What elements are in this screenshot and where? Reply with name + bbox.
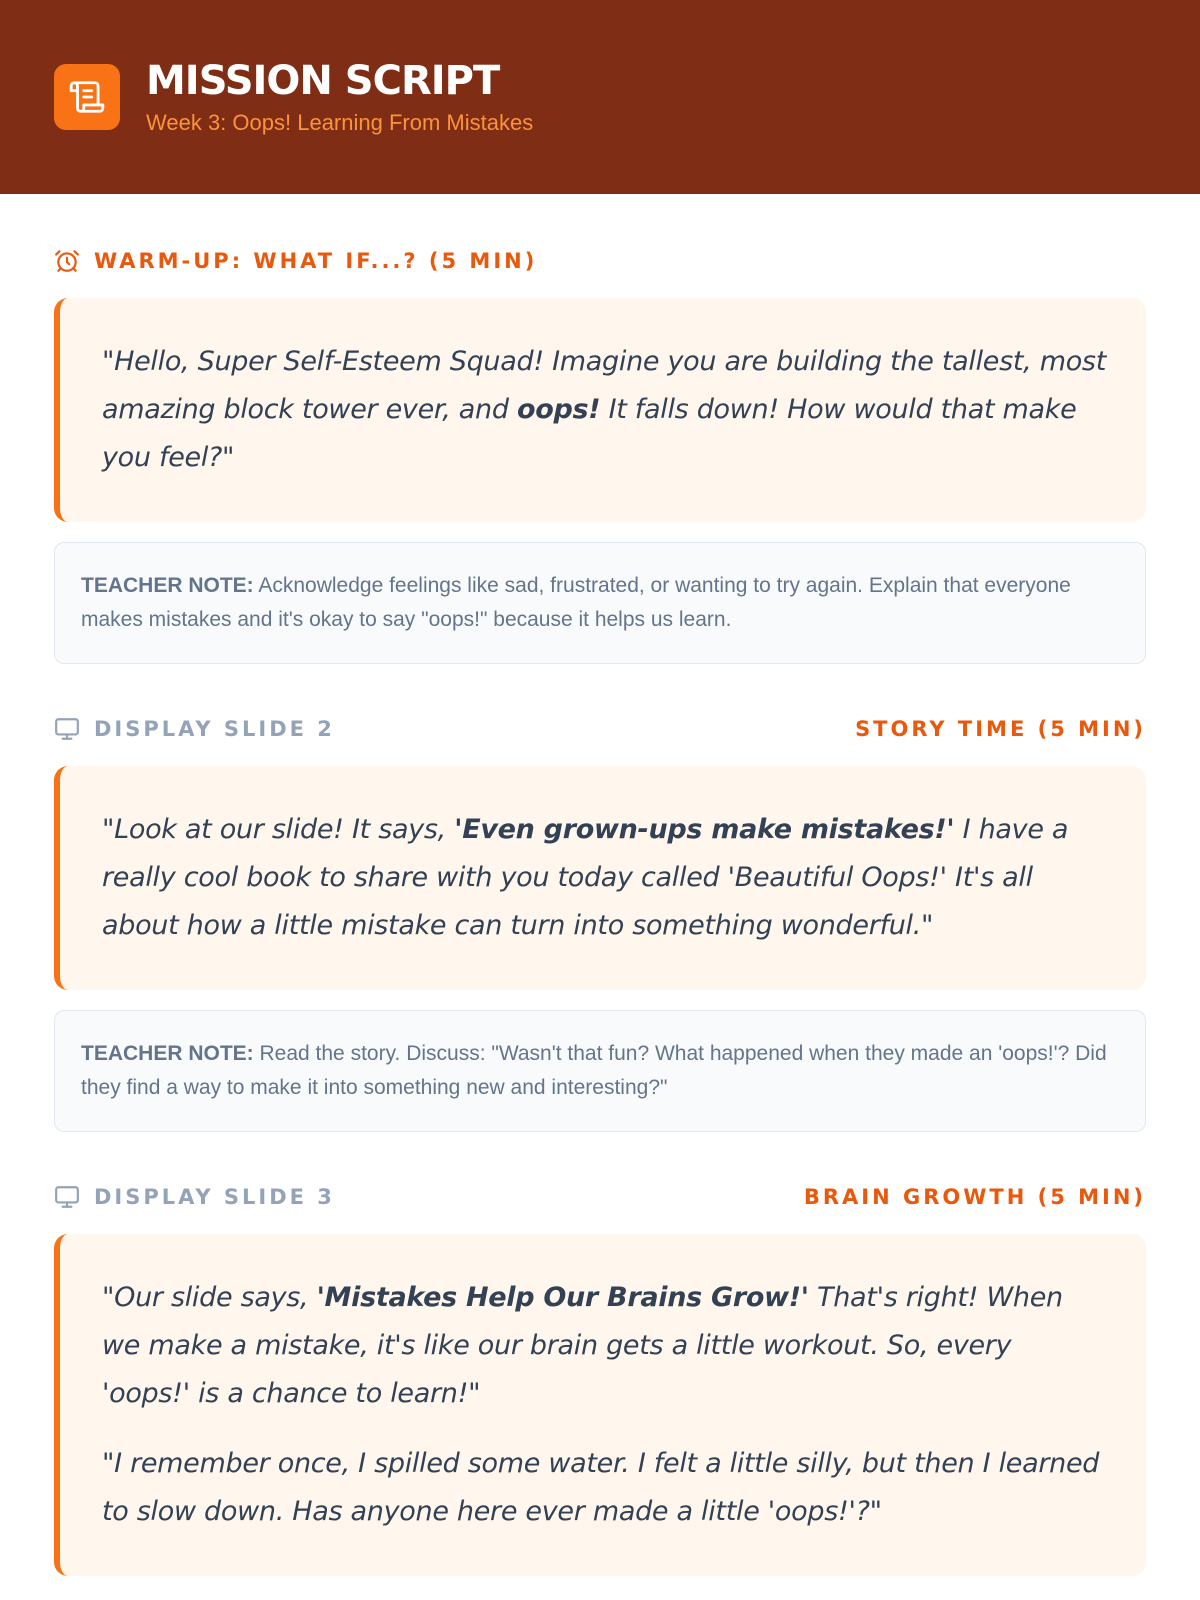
section-header-slide-2	[54, 714, 1146, 744]
page-subtitle: Week 3: Oops! Learning From Mistakes	[146, 110, 534, 135]
teacher-note-text: Read the story. Discuss: "Wasn't that fun? What happened when they made an 'oops!'? Did they find a way to make it into something new and interesting?"	[81, 1042, 1107, 1099]
section-activity: STORY TIME (5 MIN)	[855, 717, 1146, 741]
teacher-note-text: Acknowledge feelings like sad, frustrated, or wanting to try again. Explain that everyone makes mistakes and it's okay to say "oops!" because it helps us learn.	[81, 574, 1071, 631]
section-title: DISPLAY SLIDE 3	[94, 1185, 335, 1209]
page-title: MISSION SCRIPT	[146, 58, 500, 104]
monitor-icon	[54, 1184, 80, 1210]
teacher-note	[54, 542, 1146, 664]
script-paragraph: "Our slide says, 'Mistakes Help Our Brains Grow!' That's right! When we make a mistake, it's like our brain gets a little workout. So, every 'oops!' is a chance to learn!"	[102, 1282, 1063, 1409]
section-title: WARM-UP: WHAT IF...? (5 MIN)	[94, 249, 538, 273]
script-card	[54, 766, 1146, 990]
script-paragraph: "Hello, Super Self-Esteem Squad! Imagine you are building the tallest, most amazing block tower ever, and oops! It falls down! How would that make you feel?"	[102, 346, 1106, 473]
teacher-note	[54, 1010, 1146, 1132]
section-activity: BRAIN GROWTH (5 MIN)	[803, 1185, 1146, 1209]
section-header-slide-3	[54, 1182, 1146, 1212]
section-title: DISPLAY SLIDE 2	[94, 717, 335, 741]
page-header	[0, 0, 1200, 194]
section-header-warmup	[54, 246, 1146, 276]
script-paragraph: "Look at our slide! It says, 'Even grown-ups make mistakes!' I have a really cool book to share with you today called 'Beautiful Oops!' It's all about how a little mistake can turn into something wonderful."	[102, 814, 1069, 941]
alarm-clock-icon	[54, 248, 80, 274]
scroll-icon	[54, 64, 120, 130]
teacher-note-label: TEACHER NOTE:	[81, 574, 254, 597]
teacher-note-label: TEACHER NOTE:	[81, 1042, 254, 1065]
script-paragraph: "I remember once, I spilled some water. I felt a little silly, but then I learned to slow down. Has anyone here ever made a little 'oops!'?"	[102, 1448, 1100, 1527]
monitor-icon	[54, 716, 80, 742]
script-card	[54, 1234, 1146, 1576]
script-card	[54, 298, 1146, 522]
